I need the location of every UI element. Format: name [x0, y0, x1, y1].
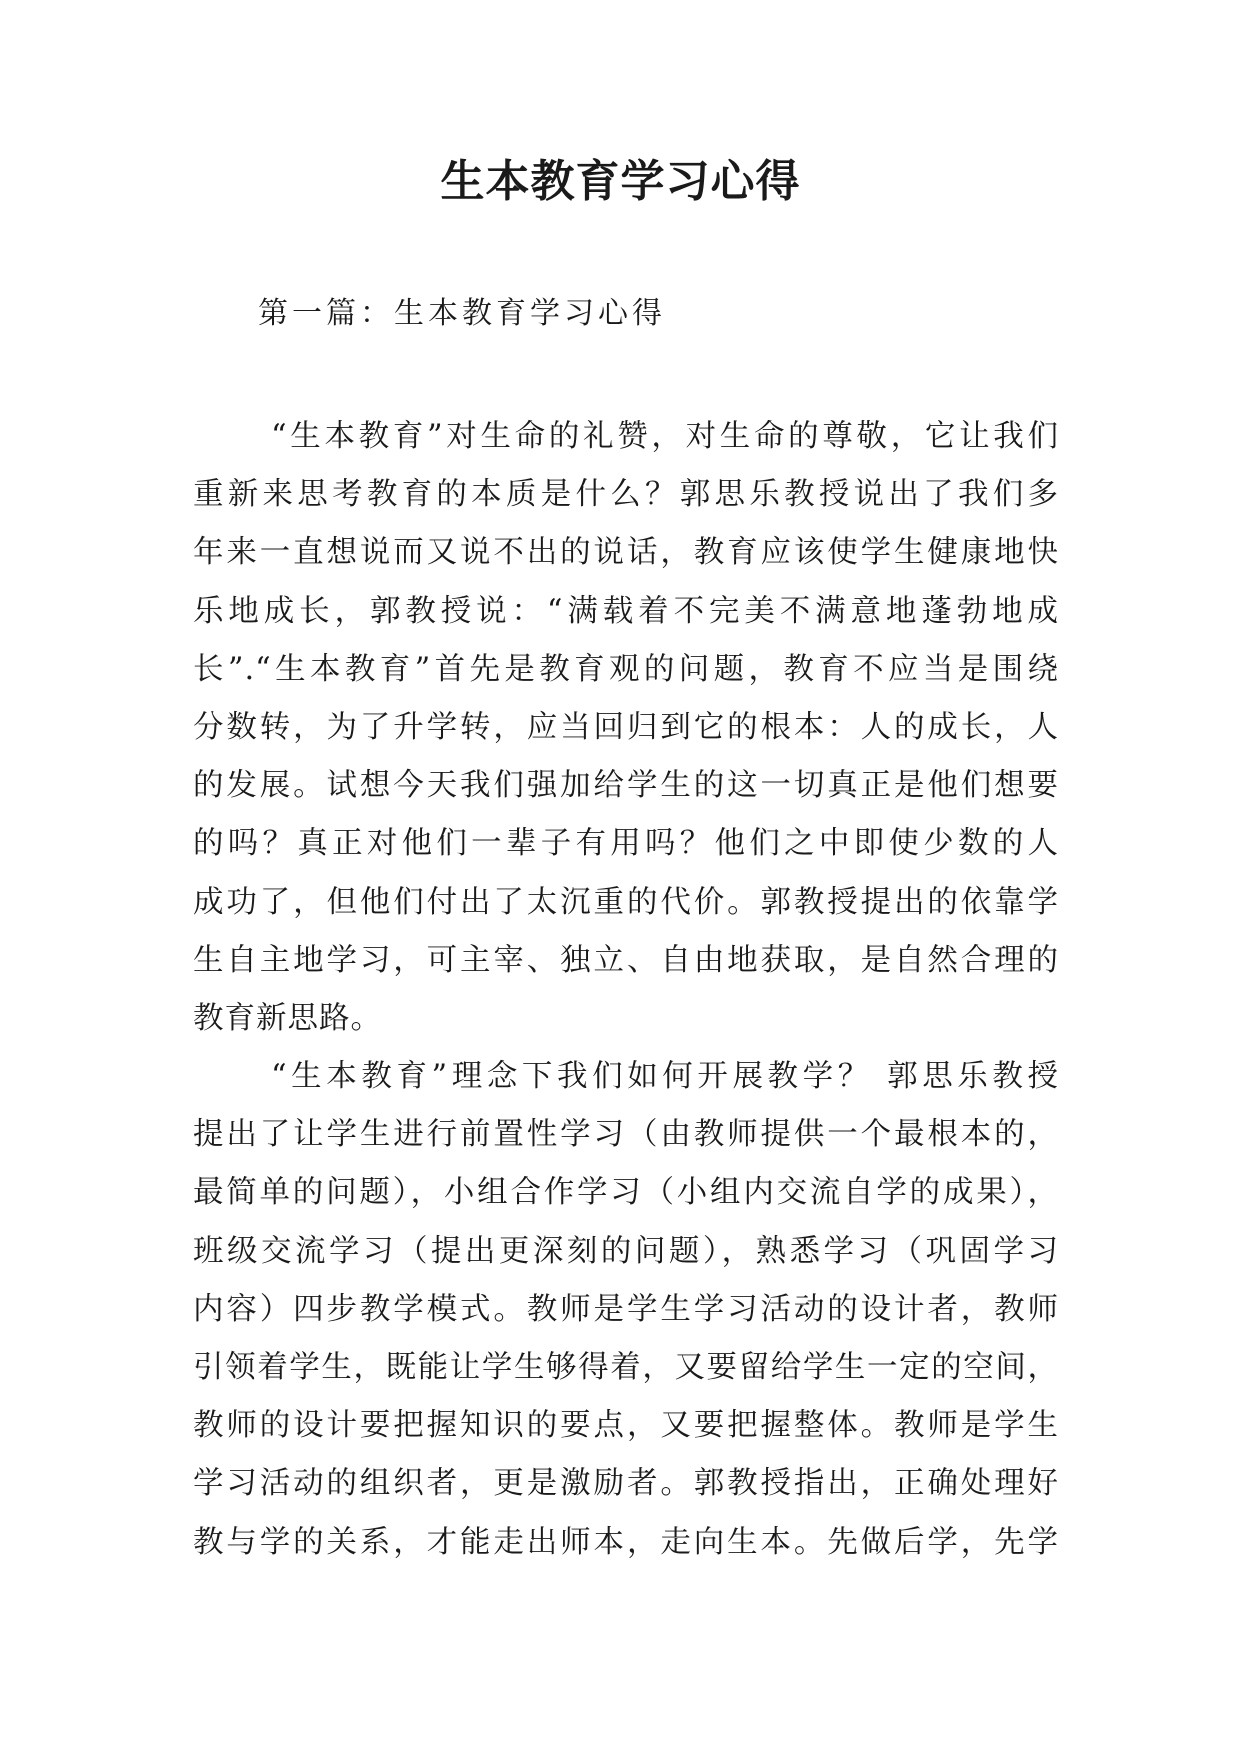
- paragraph-1-line-8: 的吗？真正对他们一辈子有用吗？他们之中即使少数的人: [193, 826, 1059, 862]
- paragraph-2-line-4: 班级交流学习（提出更深刻的问题），熟悉学习（巩固学习: [193, 1233, 1059, 1269]
- body-text: [193, 408, 1059, 1572]
- paragraph-1-line-10: 生自主地学习，可主宰、独立、自由地获取，是自然合理的: [193, 942, 1059, 978]
- paragraph-1-line-6: 分数转，为了升学转，应当回归到它的根本：人的成长，人: [193, 709, 1059, 745]
- paragraph-2-line-1: “生本教育”理念下我们如何开展教学？ 郭思乐教授: [271, 1059, 1059, 1095]
- document-title: 生本教育学习心得: [440, 156, 801, 207]
- paragraph-1-line-1: “生本教育”对生命的礼赞，对生命的尊敬，它让我们: [271, 419, 1059, 454]
- paragraph-1-line-2: 重新来思考教育的本质是什么？郭思乐教授说出了我们多: [193, 477, 1059, 513]
- section-heading: 第一篇：生本教育学习心得: [258, 296, 666, 331]
- paragraph-2-line-8: 学习活动的组织者，更是激励者。郭教授指出，正确处理好: [193, 1466, 1059, 1502]
- paragraph-2-line-2: 提出了让学生进行前置性学习（由教师提供一个最根本的，: [193, 1117, 1059, 1153]
- paragraph-1-line-5: 长”.“生本教育”首先是教育观的问题，教育不应当是围绕: [193, 651, 1059, 687]
- paragraph-2-line-3: 最简单的问题），小组合作学习（小组内交流自学的成果），: [193, 1175, 1059, 1211]
- paragraph-1-line-3: 年来一直想说而又说不出的说话，教育应该使学生健康地快: [193, 535, 1059, 571]
- paragraph-2-line-9: 教与学的关系，才能走出师本，走向生本。先做后学，先学: [193, 1524, 1059, 1560]
- paragraph-2-line-5: 内容）四步教学模式。教师是学生学习活动的设计者，教师: [193, 1291, 1059, 1327]
- paragraph-1-line-11: 教育新思路。: [193, 1000, 382, 1036]
- paragraph-2-line-6: 引领着学生，既能让学生够得着，又要留给学生一定的空间，: [193, 1350, 1059, 1385]
- paragraph-1-line-9: 成功了，但他们付出了太沉重的代价。郭教授提出的依靠学: [193, 884, 1059, 920]
- paragraph-1-line-4: 乐地成长，郭教授说：“满载着不完美不满意地蓬勃地成: [193, 593, 1059, 629]
- paragraph-2-line-7: 教师的设计要把握知识的要点，又要把握整体。教师是学生: [193, 1408, 1059, 1444]
- paragraph-1-line-7: 的发展。试想今天我们强加给学生的这一切真正是他们想要: [193, 768, 1059, 804]
